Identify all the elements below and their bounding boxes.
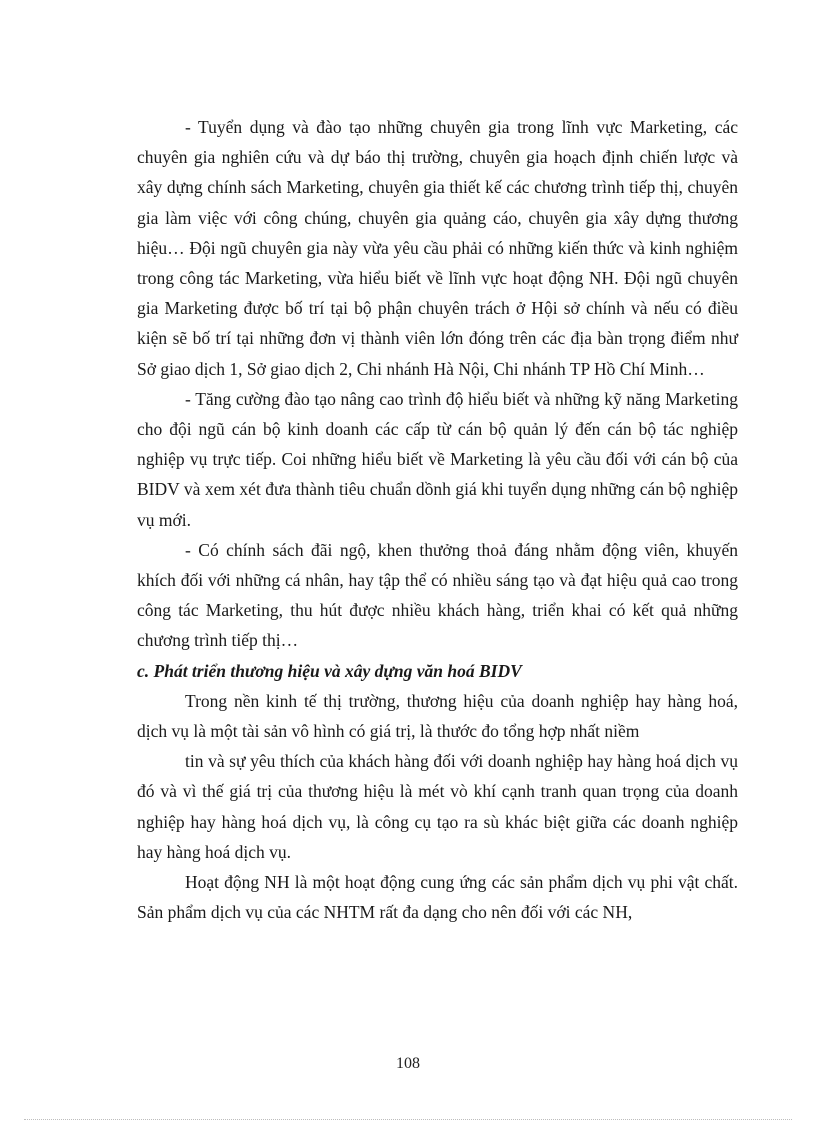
paragraph-brand-value-intro: Trong nền kinh tế thị trường, thương hiệu của doanh nghiệp hay hàng hoá, dịch vụ là một tài sản vô hình có giá trị, là thước đo tổng hợp nhất niềm	[137, 690, 738, 742]
paragraph-marketing-training: - Tăng cường đào tạo nâng cao trình độ hiểu biết và những kỹ năng Marketing cho đội ngũ cán bộ kinh doanh các cấp từ cán bộ quản lý đến cán bộ tác nghiệp nghiệp vụ trực tiếp. Coi những hiểu biết về Marketing là yêu cầu đối với cán bộ của BIDV và xem xét đưa thành tiêu chuẩn dồnh giá khi tuyển dụng những cán bộ nghiệp vụ mới.	[137, 388, 738, 530]
paragraph-brand-value-continued: tin và sự yêu thích của khách hàng đối với doanh nghiệp hay hàng hoá dịch vụ đó và vì thế giá trị của thương hiệu là mét vò khí cạnh tranh quan trọng của doanh nghiệp hay hàng hoá dịch vụ, là công cụ tạo ra sù khác biệt giữa các doanh nghiệp hay hàng hoá dịch vụ.	[137, 751, 738, 862]
paragraph-recruit-experts: - Tuyển dụng và đào tạo những chuyên gia trong lĩnh vực Marketing, các chuyên gia nghiên cứu và dự báo thị trường, chuyên gia hoạch định chiến lược và xây dựng chính sách Marketing, chuyên gia thiết kế các chương trình tiếp thị, chuyên gia làm việc với công chúng, chuyên gia quảng cáo, chuyên gia xây dựng thương hiệu… Đội ngũ chuyên gia này vừa yêu cầu phải có những kiến thức và kinh nghiệm trong công tác Marketing, vừa hiểu biết về lĩnh vực hoạt động NH. Đội ngũ chuyên gia Marketing được bố trí tại bộ phận chuyên trách ở Hội sở chính và nếu có điều kiện sẽ bố trí tại những đơn vị thành viên lớn đóng trên các địa bàn trọng điểm như Sở giao dịch 1, Sở giao dịch 2, Chi nhánh Hà Nội, Chi nhánh TP Hồ Chí Minh…	[137, 117, 738, 379]
page-body	[137, 112, 738, 927]
page-number: 108	[396, 1055, 420, 1072]
section-heading-brand: c. Phát triển thương hiệu và xây dựng văn hoá BIDV	[137, 660, 522, 681]
footer-divider	[24, 1119, 792, 1120]
paragraph-reward-policy: - Có chính sách đãi ngộ, khen thưởng thoả đáng nhằm động viên, khuyến khích đối với những cá nhân, hay tập thể có nhiều sáng tạo và đạt hiệu quả cao trong công tác Marketing, thu hút được nhiều khách hàng, triển khai có kết quả những chương trình tiếp thị…	[137, 539, 738, 651]
paragraph-banking-services: Hoạt động NH là một hoạt động cung ứng các sản phẩm dịch vụ phi vật chất. Sản phẩm dịch vụ của các NHTM rất đa dạng cho nên đối với các NH,	[137, 872, 738, 923]
